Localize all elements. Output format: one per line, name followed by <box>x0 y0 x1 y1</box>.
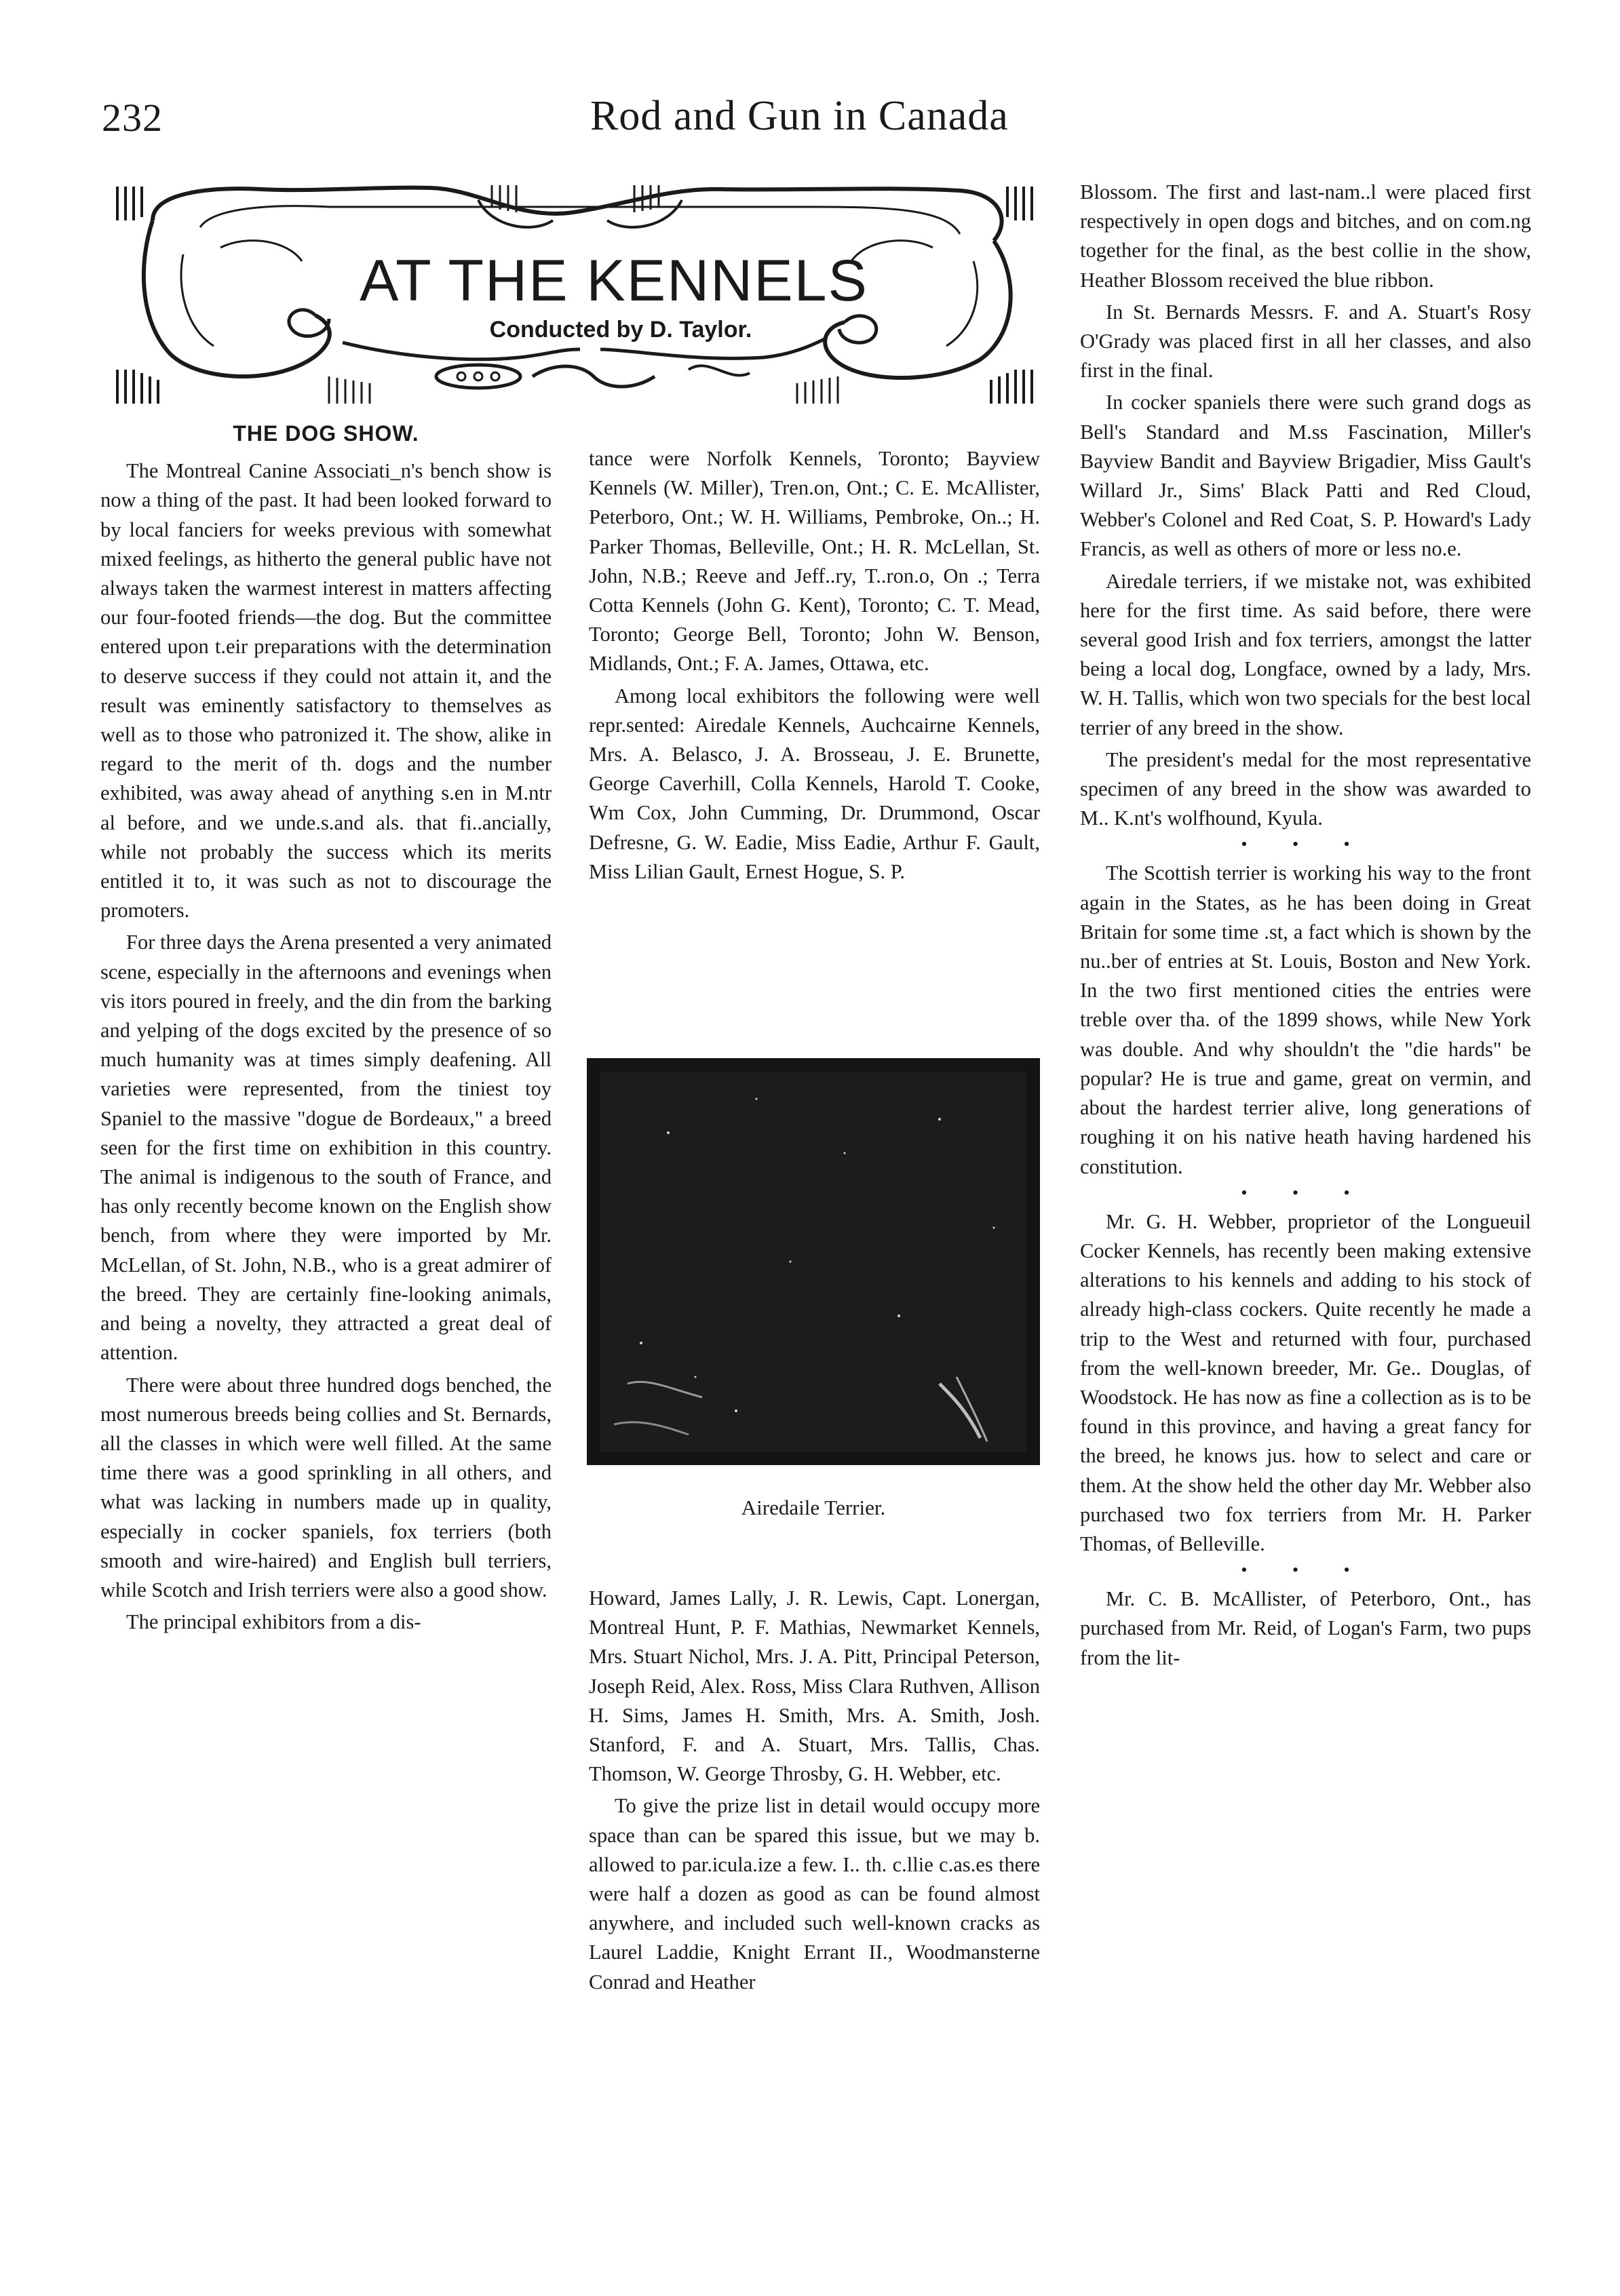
section-separator: • • • <box>1241 834 1370 855</box>
paragraph: tance were Norfolk Kennels, Toronto; Bayview Kennels (W. Miller), Tren.on, Ont.; C. E. McAllister, Peterboro, Ont.; W. H. Williams, Pembroke, On..; H. Parker Thomas, Belleville, Ont.; H. R. McLellan, St. John, N.B.; Reeve and Jeff..ry, T..ron.o, On .; Terra Cotta Kennels (John G. Kent), Toronto; C. T. Mead, Toronto; George Bell, Toronto; John W. Benson, Midlands, Ont.; F. A. James, Ottawa, etc. <box>589 447 1040 676</box>
paragraph: Mr. C. B. McAllister, of Peterboro, Ont., has purchased from Mr. Reid, of Logan's Farm, two pups from the lit- <box>1080 1587 1531 1669</box>
column-3 <box>1080 178 1531 1673</box>
paragraph: Airedale terriers, if we mistake not, was exhibited here for the first time. As said before, there were several good Irish and fox terriers, amongst the latter being a local dog, Longface, owned by a lady, Mrs. W. H. Tallis, which won two specials for the best local terrier of any breed in the show. <box>1080 569 1531 739</box>
paragraph: Among local exhibitors the following were well repr.sented: Airedale Kennels, Auchcairne Kennels, Mrs. A. Belasco, J. A. Brosseau, J. E. Brunette, George Caverhill, Colla Kennels, Harold T. Cooke, Wm Cox, John Cumming, Dr. Drummond, Oscar Defresne, G. W. Eadie, Miss Eadie, Arthur F. Gault, Miss Lilian Gault, Ernest Hogue, S. P. <box>589 684 1040 883</box>
paragraph: There were about three hundred dogs benched, the most numerous breeds being collies and St. Bernards, all the classes in which were well filled. At the same time there was a good sprinkling in all others, and what was lacking in numbers made up in quality, especially in cocker spaniels, fox terriers (both smooth and wire-haired) and English bull terriers, while Scotch and Irish terriers were also a good show. <box>100 1373 552 1601</box>
paragraph: Mr. G. H. Webber, proprietor of the Longueuil Cocker Kennels, has recently been making extensive alterations to his kennels and adding to his stock of already high-class cockers. Quite recently he made a trip to the West and returned with four, purchased from the well-known breeder, Mr. Ge.. Douglas, of Woodstock. He has now as fine a collection as is to be found in this province, and having a great fancy for the breed, he knows jus. how to select and care or them. At the show held the other day Mr. Webber also purchased two fox terriers from Mr. H. Parker Thomas, of Belleville. <box>1080 1209 1531 1555</box>
department-title: AT THE KENNELS <box>360 248 868 313</box>
column-2-bottom <box>589 1584 1040 1997</box>
paragraph: The Montreal Canine Associati_n's bench show is now a thing of the past. It had been looked forward to by local fanciers for weeks previous with somewhat mixed feelings, as hitherto the general public have not always taken the warmest interest in matters affecting our four-footed friends—the dog. But the committee entered upon t.eir preparations with the determination to deserve success if they could not attain it, and the result was eminently satisfactory to themselves as well as to those who patronized it. The show, alike in regard to the merit of th. dogs and the number exhibited, was away ahead of anything s.en in M.ntr al before, and we unde.s.and als. that fi..ancially, while not probably the success which its merits entitled it to, it was such as not to discourage the promoters. <box>100 459 552 922</box>
column-2-top <box>589 444 1040 887</box>
paragraph: Blossom. The first and last-nam..l were placed first respectively in open dogs and bitches, and on com.ng together for the final, as the best collie in the show, Heather Blossom received the blue ribbon. <box>1080 180 1531 292</box>
paragraph: The principal exhibitors from a dis- <box>126 1610 421 1634</box>
journal-title: Rod and Gun in Canada <box>590 93 1009 139</box>
section-separator: • • • <box>1241 1560 1370 1580</box>
paragraph: The president's medal for the most representative specimen of any breed in the show was awarded to M.. K.nt's wolfhound, Kyula. <box>1080 747 1531 830</box>
paragraph: Howard, James Lally, J. R. Lewis, Capt. Lonergan, Montreal Hunt, P. F. Mathias, Newmarket Kennels, Mrs. Stuart Nichol, Mrs. J. A. Pitt, Principal Peterson, Joseph Reid, Alex. Ross, Miss Clara Ruthven, Allison H. Sims, James H. Smith, Mrs. A. Smith, Josh. Stanford, F. and A. Stuart, Mrs. Tallis, Chas. Thomson, W. George Throsby, G. H. Webber, etc. <box>589 1587 1040 1786</box>
article-heading: THE DOG SHOW. <box>233 421 419 446</box>
department-byline: Conducted by D. Taylor. <box>489 317 752 343</box>
paragraph: In cocker spaniels there were such grand dogs as Bell's Standard and M.ss Fascination, Miller's Bayview Bandit and Bayview Brigadier, Miss Gault's Willard Jr., Sims' Black Patti and Red Cloud, Webber's Colonel and Red Coat, S. P. Howard's Lady Francis, as well as others of more or less no.e. <box>1080 391 1531 561</box>
page-number: 232 <box>102 96 163 140</box>
paragraph: In St. Bernards Messrs. F. and A. Stuart's Rosy O'Grady was placed first in all her classes, and also first in the final. <box>1080 300 1531 383</box>
paragraph: For three days the Arena presented a very animated scene, especially in the afternoons and evenings when vis itors poured in freely, and the din from the barking and yelping of the dogs excited by the presence of so much humanity was at times simply deafening. All varieties were represented, from the tiniest toy Spaniel to the massive "dogue de Bordeaux," a breed seen for the first time on exhibition in this country. The animal is indigenous to the south of France, and has only recently become known on the English show bench, from where they were imported by Mr. McLellan, of St. John, N.B., who is a great admirer of the breed. They are certainly fine-looking animals, and being a novelty, they attracted a great deal of attention. <box>100 931 552 1365</box>
column-1 <box>100 419 552 1637</box>
photo-caption: Airedaile Terrier. <box>741 1496 886 1519</box>
airedale-terrier-photo <box>587 1058 1040 1465</box>
paragraph: To give the prize list in detail would occupy more space than can be spared this issue, but we may b. allowed to par.icula.ize a few. I.. th. c.llie c.as.es there were half a dozen as good as can be found almost anywhere, and included such well-known cracks as Laurel Laddie, Knight Errant II., Woodmansterne Conrad and Heather <box>589 1794 1040 1993</box>
section-separator: • • • <box>1241 1182 1370 1203</box>
paragraph: The Scottish terrier is working his way to the front again in the States, as he has been doing in Great Britain for some time .st, a fact which is shown by the nu..ber of entries at St. Louis, Boston and New York. In the two first mentioned cities the entries were treble over tha. of the 1899 shows, while New York was double. And why shouldn't the "die hards" be popular? He is true and game, great on vermin, and about the hardest terrier alive, long generations of roughing it on his native heath having hardened his constitution. <box>1080 861 1531 1178</box>
department-banner <box>112 180 1038 407</box>
